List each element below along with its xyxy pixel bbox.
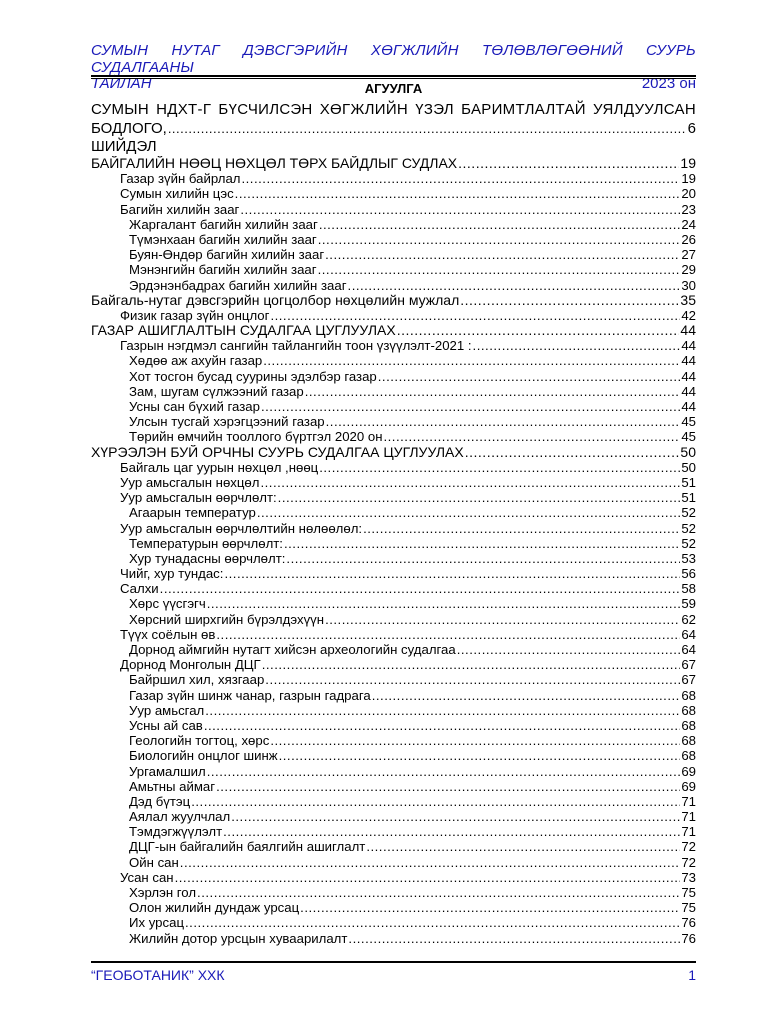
toc-page-number: 23 — [681, 201, 696, 217]
header-title-cont: ТАЙЛАН — [91, 75, 152, 92]
toc-entry-text: Жаргалант багийн хилийн зааг — [129, 216, 318, 232]
dot-leader — [175, 870, 681, 885]
toc-entry-text: Салхи — [120, 581, 159, 597]
toc-page-number: 44 — [681, 383, 696, 399]
toc-entry[interactable] — [91, 490, 696, 505]
toc-page-number: 51 — [681, 474, 696, 490]
dot-leader — [300, 900, 680, 915]
toc-page-number: 68 — [681, 733, 696, 749]
toc-page-number: 72 — [681, 854, 696, 870]
dot-leader — [378, 369, 681, 384]
toc-entry[interactable] — [91, 839, 696, 854]
toc-entry-text: Дорнод аймгийн нутагт хийсэн археологийн судалгаа — [129, 642, 456, 657]
toc-entry[interactable] — [91, 748, 696, 763]
toc-page-number: 30 — [681, 277, 696, 293]
toc-page-number: 45 — [681, 429, 696, 445]
dot-leader — [231, 809, 680, 824]
toc-page-number: 45 — [681, 414, 696, 430]
dot-leader — [278, 490, 681, 505]
dot-leader — [216, 627, 680, 642]
dot-leader — [397, 323, 680, 338]
toc-page-number: 67 — [681, 657, 696, 673]
toc-entry[interactable] — [91, 566, 696, 581]
toc-entry[interactable] — [91, 460, 696, 475]
toc-entry[interactable] — [91, 627, 696, 642]
toc-entry[interactable] — [91, 505, 696, 520]
toc-entry[interactable] — [91, 764, 696, 779]
toc-entry[interactable] — [91, 323, 696, 338]
table-of-contents — [91, 100, 696, 946]
toc-entry-text: Мэнэнгийн багийн хилийн зааг — [129, 262, 317, 278]
dot-leader — [241, 171, 680, 186]
toc-page-number: 73 — [681, 869, 696, 885]
dot-leader — [197, 885, 680, 900]
dot-leader — [319, 217, 681, 232]
toc-entry[interactable] — [91, 414, 696, 429]
dot-leader — [457, 642, 681, 657]
toc-entry-text: ДЦГ-ын байгалийн баялгийн ашиглалт — [129, 839, 366, 855]
toc-page-number: 64 — [681, 642, 696, 657]
toc-entry-text: Байршил хил, хязгаар — [129, 672, 265, 688]
toc-entries-list — [91, 156, 696, 946]
toc-entry-text: Түүх соёлын өв — [120, 626, 216, 642]
footer-divider — [91, 961, 696, 963]
dot-leader — [348, 931, 680, 946]
toc-page-number: 68 — [681, 687, 696, 703]
toc-page-number: 76 — [681, 915, 696, 931]
toc-entry[interactable] — [91, 551, 696, 566]
toc-entry[interactable] — [91, 885, 696, 900]
toc-entry[interactable] — [91, 855, 696, 870]
toc-entry-text: Аялал жуулчлал — [129, 809, 231, 825]
toc-entry-text: Их урсац — [129, 915, 184, 931]
dot-leader — [284, 536, 680, 551]
toc-page-number: 68 — [681, 748, 696, 764]
dot-leader — [305, 384, 681, 399]
toc-page-number: 62 — [681, 611, 696, 627]
toc-entry-text: Газар зүйн шинж чанар, газрын гадрага — [129, 687, 371, 703]
toc-entry[interactable] — [91, 247, 696, 262]
toc-page-number: 29 — [681, 262, 696, 278]
toc-entry[interactable] — [91, 293, 696, 308]
dot-leader — [325, 612, 680, 627]
toc-page-number: 6 — [687, 120, 696, 137]
toc-entry-text: Түмэнхаан багийн хилийн зааг — [129, 231, 317, 247]
toc-entry-text: Уур амьсгалын өөрчлөлтийн нөлөөлөл: — [120, 520, 363, 536]
toc-entry[interactable] — [91, 217, 696, 232]
toc-entry[interactable] — [91, 581, 696, 596]
dot-leader — [458, 156, 679, 171]
toc-entry[interactable] — [91, 900, 696, 915]
toc-entry[interactable] — [91, 870, 696, 885]
toc-page-number: 69 — [681, 763, 696, 779]
header-title: СУМЫН НУТАГ ДЭВСГЭРИЙН ХӨГЖЛИЙН ТӨЛӨВЛӨГӨӨНИЙ СУУРЬ СУДАЛГААНЫ — [91, 42, 696, 76]
toc-page-number: 50 — [681, 459, 696, 475]
toc-entry-text: Зам, шугам сүлжээний газар — [129, 383, 304, 399]
dot-leader — [207, 764, 681, 779]
toc-entry-text: Амьтны аймаг — [129, 778, 216, 794]
toc-entry[interactable] — [91, 445, 696, 460]
toc-page-number: 24 — [681, 216, 696, 232]
dot-leader — [366, 839, 680, 854]
toc-entry[interactable] — [91, 429, 696, 444]
header-divider — [91, 75, 696, 79]
dot-leader — [383, 429, 680, 444]
toc-page-number: 58 — [681, 581, 696, 597]
toc-page-number: 75 — [681, 885, 696, 900]
toc-entry-text: Агаарын температур — [129, 505, 256, 521]
toc-page-number: 44 — [681, 353, 696, 369]
toc-entry-text: Багийн хилийн зааг — [120, 201, 240, 217]
toc-entry[interactable] — [91, 596, 696, 611]
toc-page-number: 52 — [681, 505, 696, 521]
dot-leader — [262, 657, 681, 672]
dot-leader — [348, 278, 681, 293]
dot-leader — [325, 247, 680, 262]
toc-page-number: 44 — [681, 399, 696, 414]
toc-entry-text: Усны ай сав — [129, 717, 203, 733]
toc-entry[interactable] — [91, 521, 696, 536]
toc-entry-text: Температурын өөрчлөлт: — [129, 535, 283, 551]
dot-leader — [372, 688, 681, 703]
toc-page-number: 68 — [681, 702, 696, 718]
dot-leader — [363, 521, 680, 536]
dot-leader — [224, 566, 680, 581]
toc-entry[interactable] — [91, 353, 696, 368]
toc-entry[interactable] — [91, 399, 696, 414]
toc-page-number: 35 — [680, 292, 696, 308]
toc-entry[interactable] — [91, 171, 696, 186]
toc-entry[interactable] — [91, 536, 696, 551]
toc-entry-text: Жилийн дотор урсцын хуваарилалт — [129, 930, 348, 946]
toc-entry[interactable] — [91, 703, 696, 718]
toc-page-number: 42 — [681, 307, 696, 323]
toc-entry-text-cont: БОДЛОГО, ШИЙДЭЛ — [91, 120, 167, 155]
dot-leader — [235, 186, 681, 201]
toc-entry[interactable] — [91, 338, 696, 353]
toc-entry[interactable] — [91, 672, 696, 687]
toc-page-number: 75 — [681, 900, 696, 916]
toc-entry[interactable] — [91, 369, 696, 384]
dot-leader — [191, 794, 680, 809]
toc-entry[interactable] — [91, 733, 696, 748]
toc-page-number: 19 — [681, 171, 696, 187]
dot-leader — [240, 202, 680, 217]
header-year: 2023 он — [641, 75, 696, 92]
toc-entry[interactable] — [91, 262, 696, 277]
toc-page-number: 64 — [681, 626, 696, 642]
dot-leader — [270, 733, 680, 748]
toc-entry[interactable] — [91, 308, 696, 323]
footer-page-number: 1 — [688, 967, 696, 983]
toc-page-number: 52 — [681, 535, 696, 551]
dot-leader — [318, 232, 681, 247]
toc-entry-text: Хөрсний ширхгийн бүрэлдэхүүн — [129, 611, 325, 627]
toc-entry-text: Хөрс үүсгэгч — [129, 596, 206, 612]
toc-page-number: 52 — [681, 520, 696, 536]
toc-entry-text: Усан сан — [120, 869, 174, 885]
toc-page-number: 71 — [681, 809, 696, 825]
toc-page-number: 56 — [681, 566, 696, 582]
toc-entry-text: Ургамалшил — [129, 763, 206, 779]
toc-page-number: 44 — [680, 323, 696, 339]
toc-entry-text: Газрын нэгдмэл сангийн тайлангийн тоон үзүүлэлт-2021 : — [120, 338, 472, 354]
toc-page-number: 68 — [681, 717, 696, 733]
footer-company: “ГЕОБОТАНИК” ХХК — [91, 967, 225, 983]
toc-entry-text: Хөдөө аж ахуйн газар — [129, 353, 263, 369]
toc-entry[interactable] — [91, 186, 696, 201]
toc-entry-text: Хот тосгон бусад суурины эдэлбэр газар — [129, 368, 377, 384]
toc-entry[interactable] — [91, 688, 696, 703]
toc-entry[interactable] — [91, 232, 696, 247]
dot-leader — [286, 551, 680, 566]
page-footer — [91, 967, 696, 983]
toc-entry-text: Буян-Өндөр багийн хилийн зааг — [129, 247, 325, 263]
toc-page-number: 50 — [680, 444, 696, 460]
toc-entry-text: ХҮРЭЭЛЭН БУЙ ОРЧНЫ СУУРЬ СУДАЛГАА ЦУГЛУУЛАХ — [91, 444, 464, 460]
toc-entry-text: Усны сан бүхий газар — [129, 399, 260, 414]
dot-leader — [168, 120, 687, 138]
dot-leader — [473, 338, 681, 353]
toc-entry[interactable] — [91, 612, 696, 627]
toc-entry-text: Эрдэнэнбадрах багийн хилийн зааг — [129, 277, 347, 293]
toc-entry-text: Байгаль-нутаг дэвсгэрийн цогцолбор нөхцөлийн мужлал — [91, 292, 460, 308]
toc-page-number: 71 — [681, 824, 696, 840]
toc-entry[interactable] — [91, 779, 696, 794]
toc-page-number: 20 — [681, 186, 696, 202]
toc-entry[interactable] — [91, 824, 696, 839]
toc-page-number: 69 — [681, 778, 696, 794]
toc-entry[interactable] — [91, 931, 696, 946]
toc-entry-text: ГАЗАР АШИГЛАЛТЫН СУДАЛГАА ЦУГЛУУЛАХ — [91, 323, 396, 339]
dot-leader — [223, 824, 680, 839]
toc-entry-text: Биологийн онцлог шинж — [129, 748, 278, 764]
toc-page-number: 59 — [681, 596, 696, 612]
dot-leader — [261, 399, 680, 414]
toc-entry-first[interactable] — [91, 100, 696, 156]
toc-entry[interactable] — [91, 156, 696, 171]
toc-entry-text: Ойн сан — [129, 854, 179, 870]
toc-page-number: 19 — [680, 156, 696, 171]
toc-entry-text: Газар зүйн байрлал — [120, 171, 241, 187]
dot-leader — [205, 703, 680, 718]
dot-leader — [185, 915, 680, 930]
dot-leader — [216, 779, 680, 794]
dot-leader — [270, 308, 680, 323]
toc-entry-text: Геологийн тогтоц, хөрс — [129, 733, 270, 749]
toc-page-number: 26 — [681, 231, 696, 247]
toc-entry-text: Уур амьсгал — [129, 702, 205, 718]
toc-page-number: 72 — [681, 839, 696, 855]
dot-leader — [460, 293, 679, 308]
toc-entry-text: Тэмдэгжүүлэлт — [129, 824, 223, 840]
dot-leader — [265, 672, 680, 687]
dot-leader — [207, 596, 681, 611]
toc-entry[interactable] — [91, 642, 696, 657]
toc-entry-text: Уур амьсгалын нөхцөл — [120, 474, 260, 490]
toc-entry-line — [91, 120, 696, 156]
dot-leader — [318, 262, 681, 277]
dot-leader — [319, 460, 680, 475]
toc-entry-text: Физик газар зүйн онцлог — [120, 307, 270, 323]
toc-entry-text: Уур амьсгалын өөрчлөлт: — [120, 490, 277, 506]
dot-leader — [204, 718, 681, 733]
toc-entry-text: Улсын тусгай хэрэгцээний газар — [129, 414, 325, 430]
toc-entry-text: Төрийн өмчийн тооллого бүртгэл 2020 он — [129, 429, 383, 445]
toc-page-number: 51 — [681, 490, 696, 506]
toc-entry-text: СУМЫН НДХТ-Г БҮСЧИЛСЭН ХӨГЖЛИЙН ҮЗЭЛ БАРИМТЛАЛТАЙ УЯЛДУУЛСАН — [91, 101, 696, 118]
toc-page-number: 67 — [681, 672, 696, 688]
dot-leader — [263, 353, 680, 368]
toc-entry-text: Байгаль цаг уурын нөхцөл ,нөөц — [120, 459, 319, 475]
toc-entry-text: Олон жилийн дундаж урсац — [129, 900, 300, 916]
toc-page-number: 27 — [681, 247, 696, 263]
toc-page-number: 71 — [681, 793, 696, 809]
dot-leader — [465, 445, 680, 460]
toc-entry-text: Чийг, хур тундас: — [120, 566, 224, 582]
dot-leader — [160, 581, 681, 596]
toc-title: АГУУЛГА — [364, 81, 423, 96]
dot-leader — [279, 748, 681, 763]
toc-page-number: 76 — [681, 930, 696, 946]
toc-entry[interactable] — [91, 657, 696, 672]
toc-page-number: 44 — [681, 368, 696, 384]
toc-page-number: 53 — [681, 550, 696, 566]
toc-entry-text: Хэрлэн гол — [129, 885, 197, 900]
dot-leader — [260, 475, 680, 490]
toc-entry-text: Дорнод Монголын ДЦГ — [120, 657, 261, 673]
toc-entry[interactable] — [91, 718, 696, 733]
toc-entry[interactable] — [91, 794, 696, 809]
toc-entry-text: Дэд бүтэц — [129, 793, 191, 809]
toc-entry[interactable] — [91, 809, 696, 824]
toc-entry-text: Сумын хилийн цэс — [120, 186, 234, 202]
toc-entry-text: БАЙГАЛИЙН НӨӨЦ НӨХЦӨЛ ТӨРХ БАЙДЛЫГ СУДЛАХ — [91, 156, 458, 171]
toc-entry[interactable] — [91, 915, 696, 930]
dot-leader — [180, 855, 681, 870]
toc-entry[interactable] — [91, 384, 696, 399]
toc-entry[interactable] — [91, 202, 696, 217]
dot-leader — [257, 505, 680, 520]
toc-entry-text: Хур тунадасны өөрчлөлт: — [129, 550, 286, 566]
toc-page-number: 44 — [681, 338, 696, 354]
dot-leader — [326, 414, 681, 429]
toc-entry[interactable] — [91, 475, 696, 490]
toc-entry[interactable] — [91, 278, 696, 293]
